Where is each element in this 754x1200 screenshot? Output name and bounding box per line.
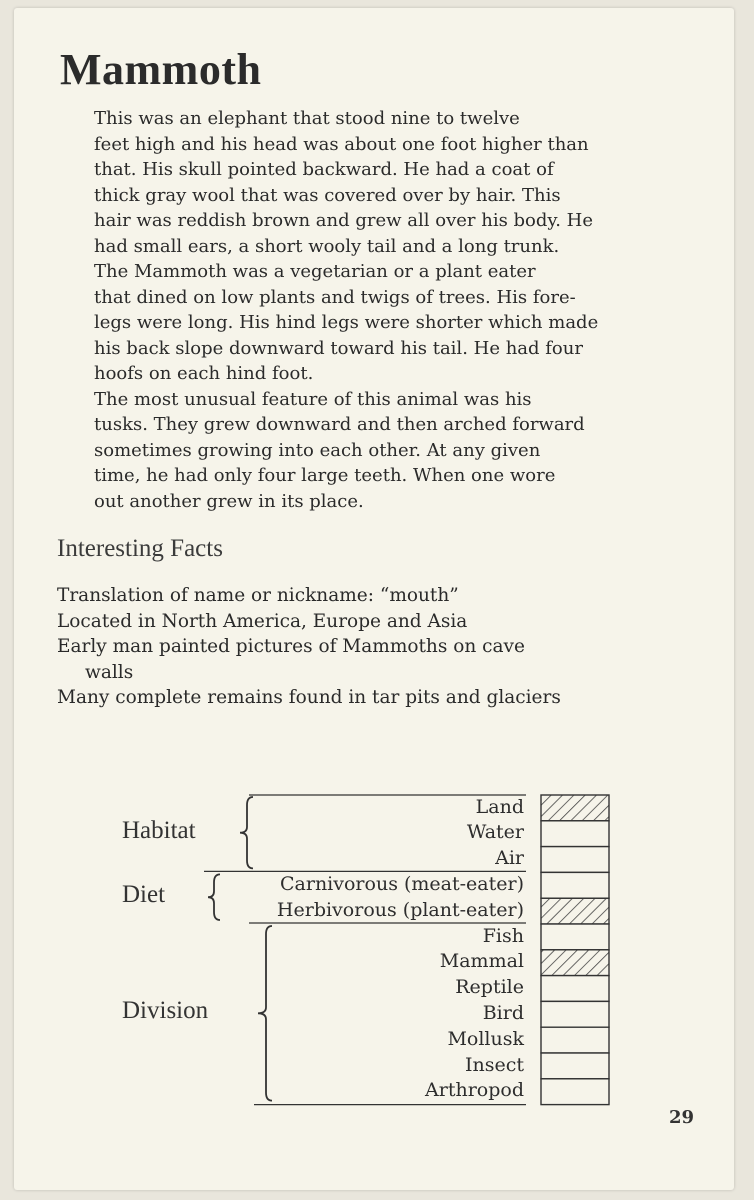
page-number: 29 xyxy=(669,1107,695,1128)
fact-early-man-continued: walls xyxy=(85,661,134,683)
text-line: The most unusual feature of this animal was his xyxy=(94,388,532,410)
fact-early-man: Early man painted pictures of Mammoths on cave xyxy=(57,636,525,657)
chart-row-label: Bird xyxy=(482,1001,524,1024)
empty-box xyxy=(541,847,609,873)
text-line: The Mammoth was a vegetarian or a plant eater xyxy=(94,261,536,282)
text-line: sometimes growing into each other. At any given xyxy=(94,439,541,461)
checked-box xyxy=(541,950,609,976)
text-line: hoofs on each hind foot. xyxy=(94,363,314,384)
chart-row-label: Land xyxy=(475,795,524,818)
text-line: tusks. They grew downward and then arched forward xyxy=(94,414,585,435)
text-line: thick gray wool that was covered over by hair. This xyxy=(94,184,561,206)
page-title: Mammoth xyxy=(60,45,262,94)
chart-row-label: Mammal xyxy=(439,950,524,973)
empty-box xyxy=(541,976,609,1002)
empty-box xyxy=(541,1053,609,1079)
text-line: out another grew in its place. xyxy=(94,490,364,512)
classification-chart xyxy=(14,8,734,1190)
empty-box xyxy=(541,821,609,847)
chart-row-label: Reptile xyxy=(455,976,524,999)
checked-box xyxy=(541,795,609,821)
chart-row-label: Insect xyxy=(464,1053,524,1076)
chart-category-label: Diet xyxy=(122,881,166,909)
book-page xyxy=(14,8,734,1190)
empty-box xyxy=(541,1027,609,1053)
text-line: This was an elephant that stood nine to twelve xyxy=(94,108,520,129)
text-line: that. His skull pointed backward. He had a coat of xyxy=(94,159,554,180)
brace-icon xyxy=(258,926,272,1101)
chart-category-label: Division xyxy=(122,997,209,1025)
chart-row-label: Fish xyxy=(482,924,524,947)
text-line: that dined on low plants and twigs of trees. His fore- xyxy=(94,286,576,308)
chart-category-label: Habitat xyxy=(122,816,196,844)
chart-row-label: Herbivorous (plant-eater) xyxy=(276,898,524,921)
text-line: hair was reddish brown and grew all over his body. He xyxy=(94,210,593,231)
chart-row-label: Air xyxy=(495,847,524,870)
empty-box xyxy=(541,1079,609,1105)
facts-heading: Interesting Facts xyxy=(57,535,223,562)
checked-box xyxy=(541,898,609,924)
empty-box xyxy=(541,872,609,898)
text-line: time, he had only four large teeth. When one wore xyxy=(94,465,556,486)
text-line: had small ears, a short wooly tail and a long trunk. xyxy=(94,235,560,257)
fact-translation-label: Translation of name or nickname: xyxy=(57,585,380,606)
fact-location: Located in North America, Europe and Asia xyxy=(57,610,468,632)
brace-icon xyxy=(240,797,253,868)
text-line: his back slope downward toward his tail. He had four xyxy=(94,337,583,359)
fact-remains: Many complete remains found in tar pits and glaciers xyxy=(57,687,561,708)
empty-box xyxy=(541,924,609,950)
chart-row-label: Water xyxy=(466,821,524,844)
fact-translation-value: “mouth” xyxy=(379,585,459,606)
text-line: feet high and his head was about one foot higher than xyxy=(94,133,589,155)
brace-icon xyxy=(208,874,220,920)
chart-row-label: Arthropod xyxy=(425,1079,524,1102)
empty-box xyxy=(541,1001,609,1027)
text-line: legs were long. His hind legs were shorter which made xyxy=(94,312,599,333)
chart-row-label: Carnivorous (meat-eater) xyxy=(280,872,524,895)
chart-row-label: Mollusk xyxy=(447,1027,524,1050)
